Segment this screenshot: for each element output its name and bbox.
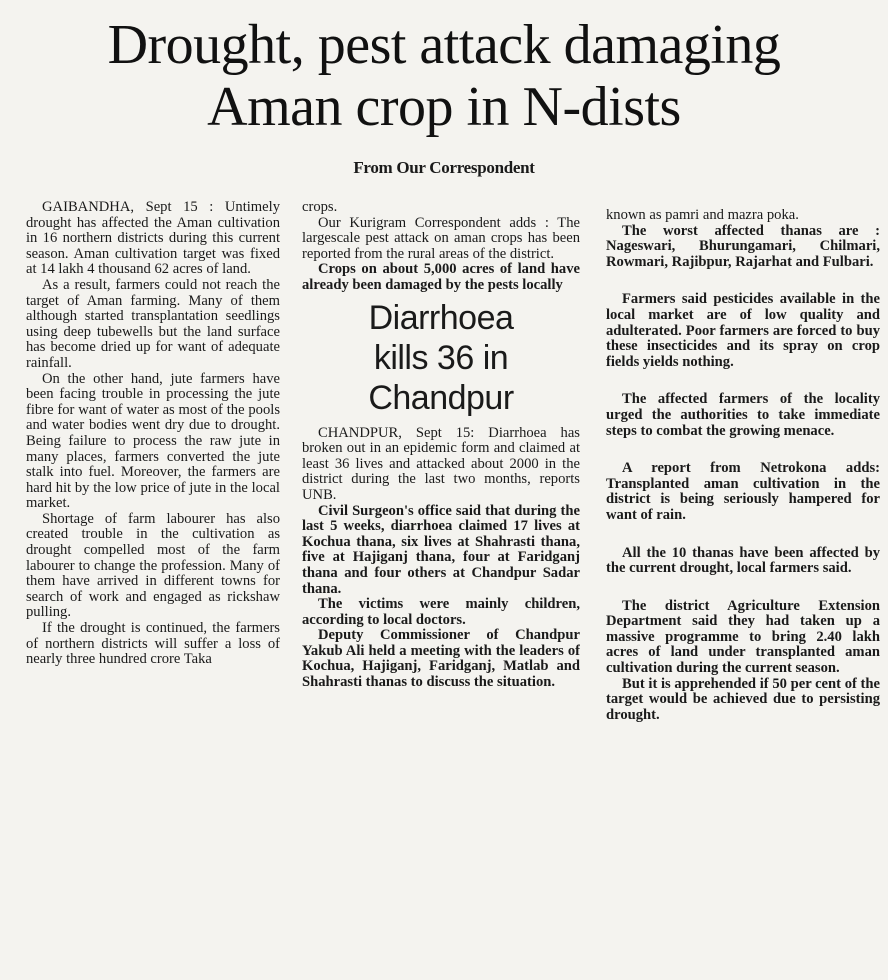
paragraph: GAIBANDHA, Sept 15 : Untimely drought has affected the Aman cultivation in 16 northern districts during this current season. Aman cultivation target was fixed at 14 lakh 4 thousand 62 acres of land. [26,200,280,278]
paragraph: All the 10 thanas have been affected by the current drought, local farmers said. [606,544,880,577]
main-headline [0,14,888,138]
paragraph: known as pamri and mazra poka. [606,208,799,223]
paragraph: The worst affected thanas are : Nageswari, Bhurungamari, Chilmari, Rowmari, Rajibpur, Rajarhat and Fulbari. [606,222,880,270]
paragraph: The victims were mainly children, according to local doctors. [302,596,580,628]
paragraph: Deputy Commissioner of Chandpur Yakub Ali held a meeting with the leaders of Kochua, Hajiganj, Faridganj, Matlab and Shahrasti thanas to discuss the situation. [302,627,580,691]
headline-line-1: Drought, pest attack damaging [107,14,781,76]
paragraph: The affected farmers of the locality urged the authorities to take immediate steps to combat the growing menace. [606,391,880,439]
paragraph: On the other hand, jute farmers have been facing trouble in processing the jute fibre for want of water as most of the pools and water bodies went dry due to drought. Being failure to process the raw jute in many places, farmers converted the jute stalk into fuel. Moreover, the farmers are hard hit by the low price of jute in the local market. [26,370,280,512]
paragraph: If the drought is continued, the farmers of northern districts will suffer a loss of nearly three hundred crore Taka [26,620,280,668]
sub-headline [302,298,580,418]
sub-headline-line-3: Chandpur [368,378,514,417]
article-column-2 [302,200,580,970]
byline: From Our Correspondent [353,158,535,177]
sub-headline-line-2: kills 36 in [373,338,509,377]
paragraph: As a result, farmers could not reach the target of Aman farming. Many of them although started transplantation seedlings using deep tubewells but the land surface has become dried up for want of adequate rainfall. [26,276,280,371]
article-column-1 [26,200,280,970]
headline-line-2: Aman crop in N-dists [207,76,681,138]
article-column-3 [606,208,880,978]
paragraph: A report from Netrokona adds: Transplanted aman cultivation in the district is being seriously hampered for want of rain. [606,460,880,523]
paragraph: Civil Surgeon's office said that during the last 5 weeks, diarrhoea claimed 17 lives at Kochua thana, six lives at Shahrasti thana, five at Hajiganj thana, four at Faridganj thana and four others at Chandpur Sadar thana. [302,502,580,597]
paragraph: But it is apprehended if 50 per cent of the target would be achieved due to persisting drought. [606,675,880,723]
sub-headline-line-1: Diarrhoea [368,298,514,337]
paragraph: CHANDPUR, Sept 15: Diarrhoea has broken out in an epidemic form and claimed at least 36 lives and attacked about 2000 in the district during the last two months, reports UNB. [302,424,580,503]
paragraph: Our Kurigram Correspondent adds : The largescale pest attack on aman crops has been reported from the rural areas of the district. [302,214,580,262]
paragraph: The district Agriculture Extension Department said they had taken up a massive programme to bring 2.40 lakh acres of land under transplanted aman cultivation during the current season. [606,597,880,677]
paragraph: Farmers said pesticides available in the local market are of low quality and adulterated. Poor farmers are forced to buy these insecticides and its spray on crop fields yields nothing. [606,291,880,370]
paragraph: Crops on about 5,000 acres of land have already been damaged by the pests locally [302,261,580,293]
paragraph: Shortage of farm labourer has also created trouble in the cultivation as drought compelled most of the farm labourer to change the profession. Many of them have arrived in different towns for search of work and engaged as rickshaw pulling. [26,510,280,621]
paragraph: crops. [302,200,338,215]
